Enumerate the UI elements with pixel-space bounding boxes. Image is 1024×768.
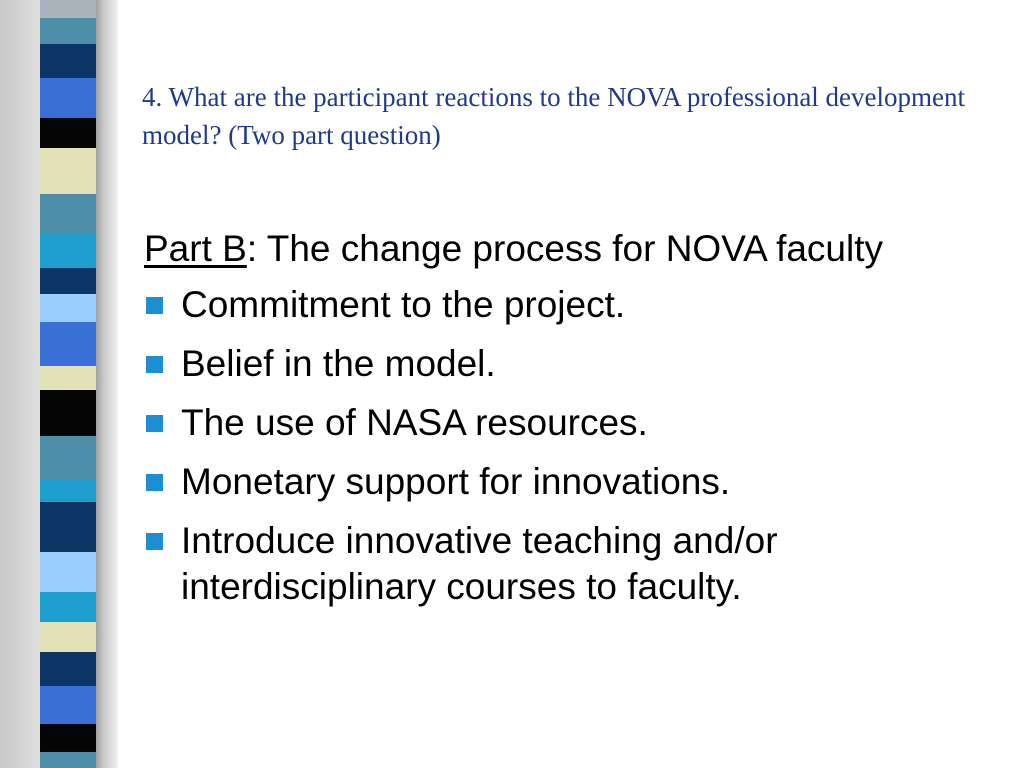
stripe xyxy=(40,18,96,44)
square-bullet-icon xyxy=(146,297,163,314)
square-bullet-icon xyxy=(146,356,163,373)
list-item xyxy=(144,282,964,328)
stripe xyxy=(40,436,96,480)
bullet-text: Introduce innovative teaching and/or interdisciplinary courses to faculty. xyxy=(181,520,778,607)
slide-body xyxy=(144,226,964,623)
stripe xyxy=(40,502,96,552)
part-b-text: : The change process for NOVA faculty xyxy=(246,228,884,269)
list-item xyxy=(144,459,964,505)
stripe xyxy=(40,78,96,118)
decorative-stripe-border xyxy=(40,0,96,768)
bullet-text: The use of NASA resources. xyxy=(181,402,648,443)
part-b-heading xyxy=(144,226,964,272)
stripe xyxy=(40,390,96,436)
border-background xyxy=(0,0,40,768)
stripe xyxy=(40,686,96,724)
square-bullet-icon xyxy=(146,474,163,491)
list-item xyxy=(144,341,964,387)
stripe xyxy=(40,652,96,686)
stripe xyxy=(40,552,96,592)
bullet-text: Belief in the model. xyxy=(181,343,496,384)
stripe xyxy=(40,0,96,18)
list-item xyxy=(144,400,964,446)
stripe xyxy=(40,234,96,268)
stripe xyxy=(40,148,96,194)
stripe xyxy=(40,724,96,752)
square-bullet-icon xyxy=(146,533,163,550)
bullet-list xyxy=(144,282,964,610)
bullet-text: Monetary support for innovations. xyxy=(181,461,731,502)
stripe xyxy=(40,622,96,652)
stripe xyxy=(40,294,96,322)
bullet-text: Commitment to the project. xyxy=(181,284,626,325)
stripe xyxy=(40,118,96,148)
square-bullet-icon xyxy=(146,415,163,432)
stripe xyxy=(40,322,96,366)
stripe xyxy=(40,480,96,502)
stripe xyxy=(40,752,96,768)
stripe xyxy=(40,194,96,234)
slide-title: 4. What are the participant reactions to the NOVA professional development model? (Two part question) xyxy=(142,82,966,150)
list-item xyxy=(144,518,964,610)
stripe xyxy=(40,366,96,390)
stripe xyxy=(40,268,96,294)
stripe xyxy=(40,592,96,622)
stripe xyxy=(40,44,96,78)
part-b-label: Part B xyxy=(144,228,247,269)
